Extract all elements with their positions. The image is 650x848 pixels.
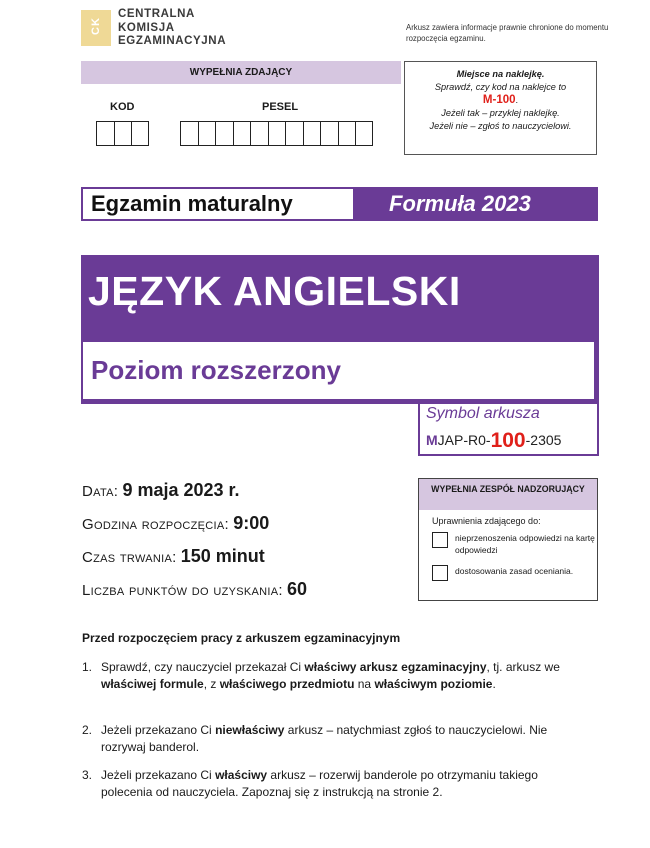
text-run: Jeżeli przekazano Ci [101, 723, 216, 737]
pesel-digit-box[interactable] [338, 121, 356, 146]
text-run: na [354, 677, 375, 691]
sticker-no-line: Jeżeli nie – zgłoś to nauczycielowi. [429, 121, 572, 131]
sticker-instruction: Sprawdź, czy kod na naklejce to [434, 82, 567, 92]
pesel-digit-box[interactable] [233, 121, 251, 146]
sticker-title: Miejsce na naklejkę. [456, 69, 545, 79]
sticker-code: M-100 [482, 94, 516, 106]
logo-mark-text: CK [90, 17, 102, 35]
symbol-label: Symbol arkusza [426, 405, 540, 422]
sticker-code-line [405, 94, 596, 107]
detail-value: 60 [287, 579, 308, 599]
pesel-digit-box[interactable] [215, 121, 233, 146]
pesel-digit-box[interactable] [268, 121, 286, 146]
symbol-prefix: M [426, 432, 438, 448]
committee-heading: WYPEŁNIA ZESPÓŁ NADZORUJĄCY [419, 479, 597, 510]
detail-value: 9 maja 2023 r. [122, 480, 240, 500]
exam-type: Egzamin maturalny [81, 187, 353, 221]
symbol-mid: JAP-R0- [437, 432, 491, 448]
logo-line: KOMISJA [118, 21, 175, 34]
instruction-text [101, 722, 592, 756]
committee-option [432, 565, 595, 581]
sticker-box [404, 61, 597, 155]
text-run: , z [203, 677, 220, 691]
exam-formula: Formuła 2023 [353, 187, 598, 221]
instruction-text [101, 767, 592, 801]
instruction-item [82, 659, 592, 693]
option-label: dostosowania zasad oceniania. [455, 566, 574, 576]
instruction-item [82, 767, 592, 801]
instruction-number: 1. [82, 660, 93, 674]
detail-label: Liczba punktów do uzyskania: [82, 582, 283, 599]
option-checkbox[interactable] [432, 565, 448, 581]
sticker-code-suffix: . [515, 95, 519, 105]
candidate-heading: WYPEŁNIA ZDAJĄCY [81, 61, 401, 84]
exam-level: Poziom rozszerzony [91, 355, 341, 385]
logo-line: CENTRALNA [118, 8, 195, 20]
pesel-digit-box[interactable] [285, 121, 303, 146]
pesel-digit-box[interactable] [180, 121, 198, 146]
detail-label: Data: [82, 483, 119, 500]
pesel-digit-box[interactable] [198, 121, 216, 146]
symbol-suffix: -2305 [525, 432, 562, 448]
pesel-digit-box[interactable] [303, 121, 321, 146]
protected-info-note: Arkusz zawiera informacje prawnie chronione do momentu rozpoczęcia egzaminu. [406, 23, 609, 43]
cke-logo-text [118, 8, 226, 49]
logo-line: EGZAMINACYJNA [118, 35, 227, 47]
pesel-label: PESEL [262, 101, 299, 113]
kod-field[interactable] [96, 121, 149, 146]
text-run: , tj. arkusz we [486, 660, 560, 674]
subject-title: JĘZYK ANGIELSKI [88, 268, 461, 314]
kod-label: KOD [110, 101, 135, 113]
option-label: nieprzenoszenia odpowiedzi na kartę odpowiedzi [455, 533, 595, 555]
pesel-digit-box[interactable] [320, 121, 338, 146]
detail-value: 9:00 [233, 513, 270, 533]
symbol-code [426, 429, 561, 453]
text-run: . [492, 677, 496, 691]
text-run: arkusz – rozerwij banderole po otrzymaniu takiego polecenia od nauczyciela. Zapoznaj się z instrukcją na stronie 2. [101, 768, 538, 799]
exam-start-time [82, 513, 269, 534]
text-bold: niewłaściwy [215, 723, 285, 737]
text-bold: właściwej formule [101, 677, 204, 691]
text-run: arkusz – natychmiast zgłoś to nauczycielowi. Nie rozrywaj banderol. [101, 723, 548, 754]
pesel-field[interactable] [180, 121, 373, 146]
text-run: Sprawdź, czy nauczyciel przekazał Ci [101, 660, 305, 674]
text-bold: właściwy [215, 768, 268, 782]
exam-date [82, 480, 240, 501]
text-bold: właściwym poziomie [374, 677, 493, 691]
text-run: Jeżeli przekazano Ci [101, 768, 216, 782]
detail-value: 150 minut [180, 546, 265, 566]
option-checkbox[interactable] [432, 532, 448, 548]
instructions-heading: Przed rozpoczęciem pracy z arkuszem egzaminacyjnym [82, 631, 401, 645]
kod-digit-box[interactable] [131, 121, 149, 146]
text-bold: właściwy arkusz egzaminacyjny [304, 660, 487, 674]
instruction-number: 2. [82, 723, 93, 737]
symbol-level: 100 [490, 429, 526, 452]
kod-digit-box[interactable] [96, 121, 114, 146]
pesel-digit-box[interactable] [355, 121, 373, 146]
kod-digit-box[interactable] [114, 121, 132, 146]
pesel-digit-box[interactable] [250, 121, 268, 146]
committee-option [432, 532, 595, 556]
exam-duration [82, 546, 265, 567]
detail-label: Godzina rozpoczęcia: [82, 516, 230, 533]
detail-label: Czas trwania: [82, 549, 177, 566]
instruction-item [82, 722, 592, 756]
text-bold: właściwego przedmiotu [219, 677, 355, 691]
cke-logo-mark [81, 10, 111, 46]
exam-points [82, 579, 307, 600]
committee-subheading: Uprawnienia zdającego do: [432, 516, 541, 526]
sticker-yes-line: Jeżeli tak – przyklej naklejkę. [441, 108, 560, 118]
instruction-number: 3. [82, 768, 93, 782]
instruction-text [101, 659, 592, 693]
